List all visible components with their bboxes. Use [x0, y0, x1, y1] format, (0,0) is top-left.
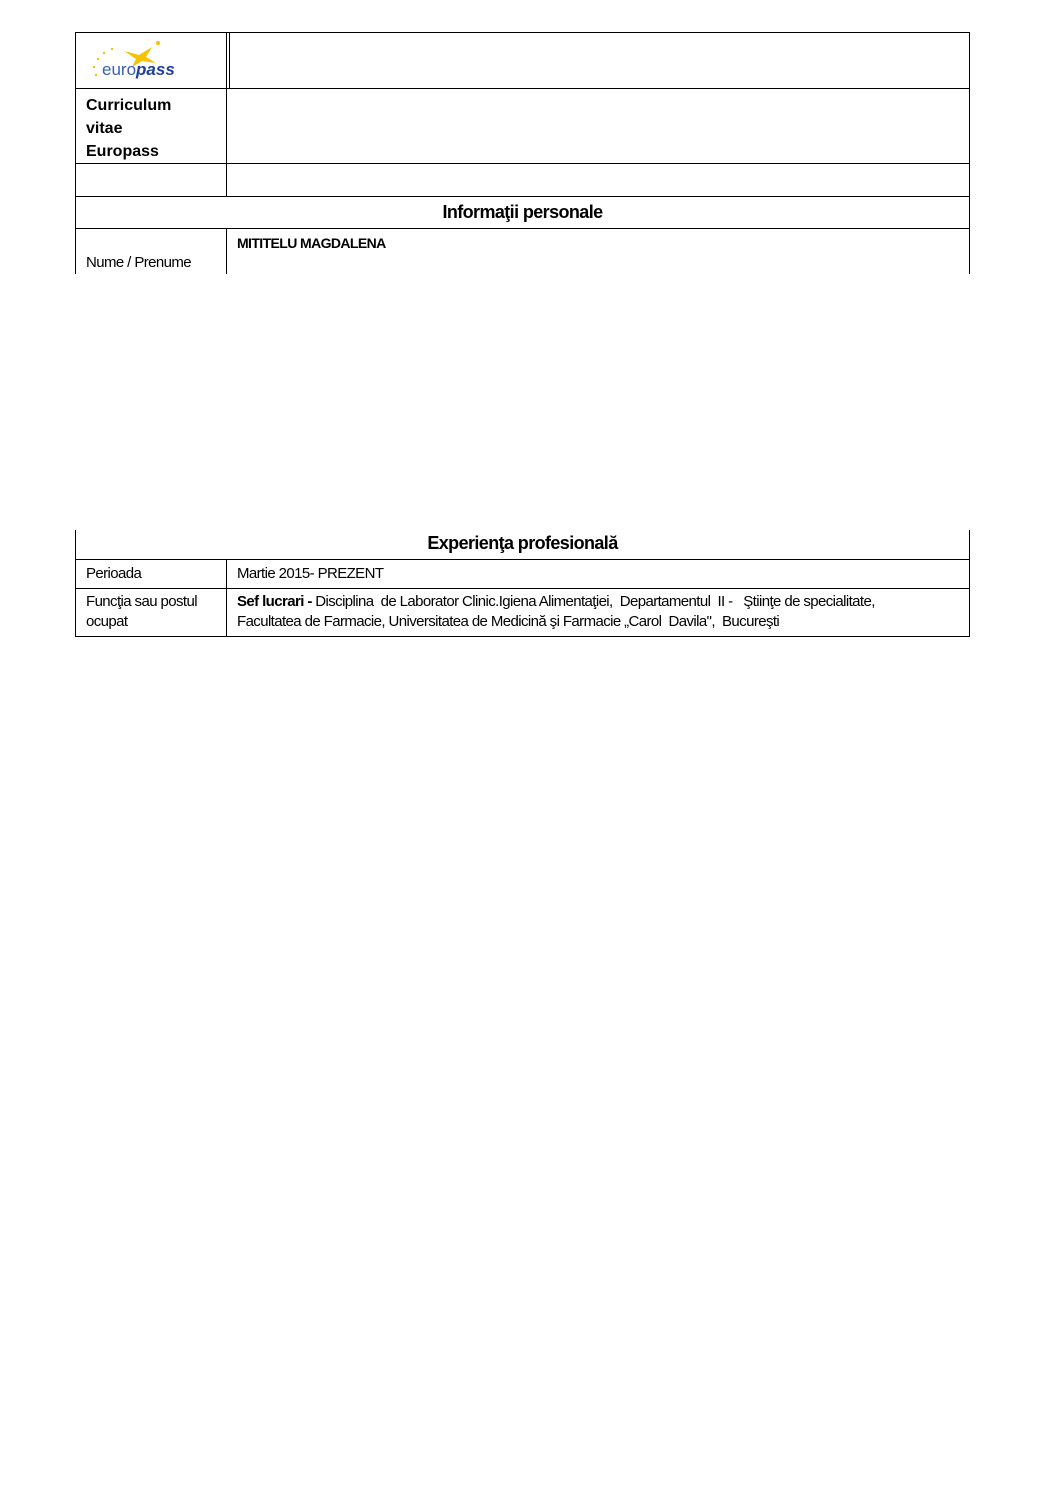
period-row [75, 559, 970, 588]
blank-cell [227, 33, 969, 88]
section-header-row [75, 196, 970, 228]
position-value [237, 592, 875, 632]
title-cell [76, 89, 227, 163]
name-row [75, 228, 970, 274]
empty-row [75, 163, 970, 196]
name-value: MITITELU MAGDALENA [237, 235, 386, 251]
period-label: Perioada [86, 565, 142, 582]
title-line: Europass [86, 143, 159, 160]
title-line: vitae [86, 120, 123, 137]
name-label: Nume / Prenume [86, 254, 191, 271]
svg-text:europass: europass [102, 60, 175, 79]
position-label-line: Funcţia sau postul [86, 593, 197, 610]
section-header-row [75, 530, 970, 559]
period-value: Martie 2015- PREZENT [237, 565, 384, 582]
experience-table [75, 530, 970, 637]
position-detail: Facultatea de Farmacie, Universitatea de Medicină şi Farmacie „Carol Davila", Bucureşti [237, 613, 780, 630]
position-label-line: ocupat [86, 613, 128, 630]
title-row [75, 88, 970, 163]
logo-row [75, 32, 970, 88]
position-row [75, 588, 970, 637]
position-detail: Disciplina de Laborator Clinic.Igiena Alimentaţiei, Departamentul II - Ştiinţe de specialitate, [311, 593, 875, 610]
position-title: Sef lucrari - [237, 593, 312, 610]
position-label [86, 592, 197, 632]
europass-logo [84, 37, 204, 83]
cv-header-table [75, 32, 970, 274]
logo-cell [76, 33, 230, 88]
section-title-personal: Informaţii personale [442, 202, 603, 222]
title-line: Curriculum [86, 97, 172, 114]
section-title-experience: Experienţa profesională [427, 533, 618, 553]
